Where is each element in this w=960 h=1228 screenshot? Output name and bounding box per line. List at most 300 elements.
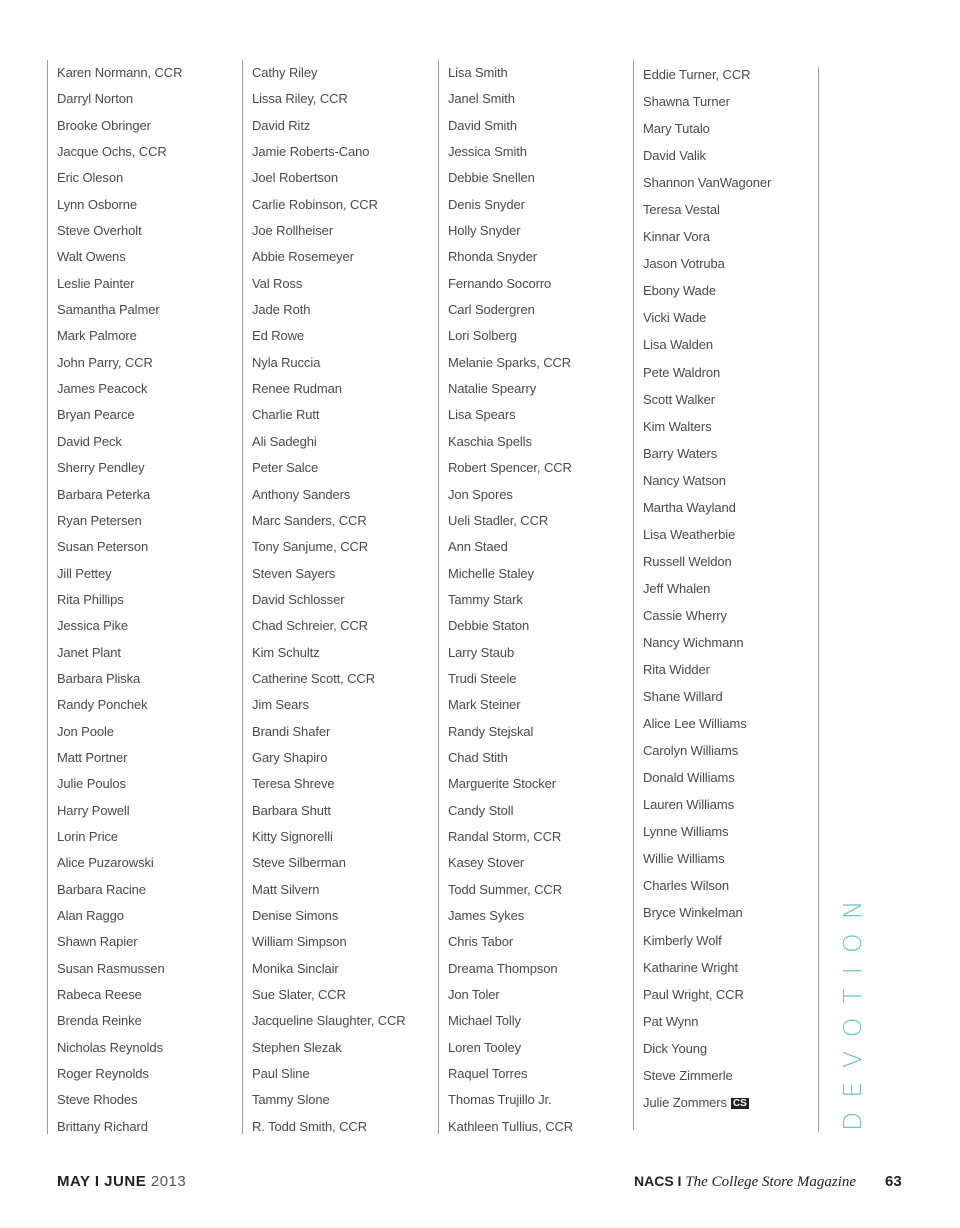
- issue-year: 2013: [150, 1173, 187, 1190]
- member-name-text: Randal Storm, CCR: [448, 828, 562, 844]
- member-name-text: Barbara Peterka: [57, 486, 151, 502]
- magazine-title: The College Store Magazine: [685, 1174, 857, 1190]
- member-name: [57, 1035, 182, 1061]
- member-name-text: Tammy Stark: [448, 591, 523, 607]
- member-name-text: Robert Spencer, CCR: [448, 460, 572, 476]
- member-name: [448, 1114, 573, 1140]
- member-name: [252, 323, 406, 349]
- member-name: [252, 350, 406, 376]
- member-name: [448, 1008, 573, 1034]
- member-name-text: Alice Lee Williams: [643, 716, 747, 732]
- member-name: [57, 587, 182, 613]
- member-name: [252, 1061, 406, 1087]
- member-name: [448, 482, 573, 508]
- member-name-text: Steve Rhodes: [57, 1092, 138, 1108]
- right-divider: [818, 67, 819, 1132]
- member-name-text: Peter Salce: [252, 460, 319, 476]
- member-name-text: Eddie Turner, CCR: [643, 67, 751, 82]
- member-name-text: Chad Schreier, CCR: [252, 618, 368, 634]
- member-name: [643, 413, 771, 440]
- member-name: [643, 845, 771, 872]
- member-name: [252, 561, 406, 587]
- member-name-text: Steve Silberman: [252, 855, 346, 871]
- member-name: [57, 903, 182, 929]
- issue-label: MAY I JUNE: [57, 1173, 147, 1190]
- member-name-text: Loren Tooley: [448, 1039, 522, 1055]
- member-name: [252, 429, 406, 455]
- member-name-text: Candy Stoll: [448, 802, 514, 818]
- member-name: [252, 613, 406, 639]
- cs-end-mark-icon: CS: [732, 1097, 747, 1109]
- member-name-text: Charles Wilson: [643, 878, 730, 894]
- section-title-vertical: DEVOTION: [838, 886, 867, 1131]
- member-name: [448, 956, 573, 982]
- org-label: NACS I: [634, 1173, 682, 1189]
- member-name: [57, 376, 182, 402]
- member-name: [643, 250, 771, 277]
- member-name: [643, 818, 771, 845]
- member-name-text: Nyla Ruccia: [252, 354, 321, 370]
- member-name: [252, 113, 406, 139]
- member-name: [448, 429, 573, 455]
- member-name: [252, 719, 406, 745]
- member-name-text: Brenda Reinke: [57, 1013, 142, 1029]
- member-name-text: Samantha Palmer: [57, 302, 160, 318]
- member-name-text: R. Todd Smith, CCR: [252, 1118, 367, 1134]
- member-name: [643, 88, 771, 115]
- member-name: [643, 981, 771, 1008]
- member-name-text: Rita Widder: [643, 662, 710, 678]
- member-name-text: Marguerite Stocker: [448, 776, 557, 792]
- member-name-text: Jon Spores: [448, 486, 513, 502]
- member-name-text: Lisa Weatherbie: [643, 526, 736, 542]
- member-name-text: Paul Sline: [252, 1066, 310, 1082]
- member-name-text: Chris Tabor: [448, 934, 514, 950]
- member-name: [643, 277, 771, 304]
- member-name: [57, 534, 182, 560]
- member-name: [643, 440, 771, 467]
- member-name-text: Russell Weldon: [643, 553, 732, 569]
- member-name: [252, 165, 406, 191]
- member-name-text: Steven Sayers: [252, 565, 336, 581]
- member-name: [448, 455, 573, 481]
- member-name: [57, 666, 182, 692]
- member-name-text: Kinnar Vora: [643, 229, 710, 245]
- member-name-text: Jeff Whalen: [643, 580, 711, 596]
- member-name: [643, 683, 771, 710]
- member-name-text: Matt Portner: [57, 749, 128, 765]
- member-name-text: Teresa Vestal: [643, 202, 720, 218]
- member-name-text: Shane Willard: [643, 689, 723, 705]
- member-name: [448, 139, 573, 165]
- member-name-text: Brooke Obringer: [57, 117, 151, 133]
- member-name-text: Bryan Pearce: [57, 407, 135, 423]
- member-name: [643, 548, 771, 575]
- member-name-text: Ali Sadeghi: [252, 433, 317, 449]
- member-name-text: Lisa Spears: [448, 407, 516, 423]
- member-name: [57, 561, 182, 587]
- member-name-text: Brittany Richard: [57, 1118, 148, 1134]
- member-name: [448, 745, 573, 771]
- member-name-text: Matt Silvern: [252, 881, 320, 897]
- member-name: [643, 142, 771, 169]
- member-name: [57, 165, 182, 191]
- member-name: [643, 359, 771, 386]
- member-name-text: Sue Slater, CCR: [252, 987, 346, 1003]
- member-name-text: Barbara Pliska: [57, 670, 141, 686]
- member-name: [57, 798, 182, 824]
- member-name: [448, 824, 573, 850]
- member-name: [57, 640, 182, 666]
- member-name-text: Lynne Williams: [643, 824, 729, 840]
- member-name: [57, 192, 182, 218]
- member-name: [57, 297, 182, 323]
- member-name: [252, 455, 406, 481]
- member-name: [448, 165, 573, 191]
- member-name-text: Thomas Trujillo Jr.: [448, 1092, 552, 1108]
- member-name-text: Holly Snyder: [448, 223, 521, 239]
- member-name-text: Jill Pettey: [57, 565, 112, 581]
- member-name: [252, 745, 406, 771]
- member-name: [643, 386, 771, 413]
- member-name: [252, 982, 406, 1008]
- member-name: [643, 927, 771, 954]
- member-name: [57, 982, 182, 1008]
- member-name-text: Catherine Scott, CCR: [252, 670, 375, 686]
- member-name-text: Mary Tutalo: [643, 121, 710, 137]
- member-name: [252, 1035, 406, 1061]
- member-name: [643, 1035, 771, 1062]
- member-name-text: Lisa Smith: [448, 65, 508, 80]
- member-name: [448, 877, 573, 903]
- member-name-text: Ueli Stadler, CCR: [448, 512, 549, 528]
- member-name: [252, 771, 406, 797]
- member-name: [643, 872, 771, 899]
- member-name-text: Ed Rowe: [252, 328, 305, 344]
- member-name-text: Lynn Osborne: [57, 196, 137, 212]
- member-name-text: Denis Snyder: [448, 196, 525, 212]
- member-name-text: Ann Staed: [448, 539, 508, 555]
- member-name-text: Karen Normann, CCR: [57, 65, 183, 80]
- name-column-4: [633, 60, 771, 1130]
- member-name-text: Shawna Turner: [643, 94, 730, 110]
- member-name: [448, 86, 573, 112]
- member-name-text: Joel Robertson: [252, 170, 339, 186]
- member-name: [252, 587, 406, 613]
- member-name-text: Willie Williams: [643, 851, 725, 867]
- member-name: [252, 534, 406, 560]
- member-name-text: Roger Reynolds: [57, 1066, 149, 1082]
- member-name-text: Lori Solberg: [448, 328, 517, 344]
- member-name-text: Nancy Watson: [643, 472, 726, 488]
- member-name-text: Jon Poole: [57, 723, 114, 739]
- member-name-text: Janel Smith: [448, 91, 515, 107]
- member-name: [448, 376, 573, 402]
- member-name: [252, 508, 406, 534]
- member-name: [252, 86, 406, 112]
- member-name-text: Charlie Rutt: [252, 407, 320, 423]
- member-name: [643, 629, 771, 656]
- member-name: [252, 666, 406, 692]
- member-name-text: Gary Shapiro: [252, 749, 328, 765]
- member-name: [57, 60, 182, 86]
- member-name-text: Jessica Pike: [57, 618, 129, 634]
- member-name: [643, 791, 771, 818]
- member-name-text: Teresa Shreve: [252, 776, 335, 792]
- member-name: [57, 218, 182, 244]
- member-name: [252, 376, 406, 402]
- member-name-text: Paul Wright, CCR: [643, 986, 744, 1002]
- member-name: [57, 113, 182, 139]
- member-name-text: Mark Palmore: [57, 328, 137, 344]
- member-name-text: Walt Owens: [57, 249, 126, 265]
- member-name-text: Michael Tolly: [448, 1013, 521, 1029]
- member-name-text: Dreama Thompson: [448, 960, 558, 976]
- member-name: [448, 798, 573, 824]
- member-name-text: Nancy Wichmann: [643, 634, 744, 650]
- member-name-text: Natalie Spearry: [448, 381, 537, 397]
- member-name: [448, 850, 573, 876]
- member-name: [643, 331, 771, 358]
- member-name: [448, 719, 573, 745]
- member-name: [57, 745, 182, 771]
- member-name-text: Chad Stith: [448, 749, 508, 765]
- member-name-text: Debbie Snellen: [448, 170, 535, 186]
- footer-publication: [634, 1173, 856, 1191]
- member-name: [252, 482, 406, 508]
- member-name-text: Kitty Signorelli: [252, 828, 333, 844]
- member-name: [448, 1087, 573, 1113]
- member-name: [57, 850, 182, 876]
- member-name-text: Shawn Rapier: [57, 934, 138, 950]
- member-name-text: Jamie Roberts-Cano: [252, 144, 370, 160]
- member-name: [57, 86, 182, 112]
- member-name-text: Ebony Wade: [643, 283, 716, 299]
- member-name-text: Pete Waldron: [643, 364, 721, 380]
- member-name: [252, 850, 406, 876]
- member-name-text: Jacque Ochs, CCR: [57, 144, 167, 160]
- member-name: [643, 954, 771, 981]
- member-name-text: Alice Puzarowski: [57, 855, 154, 871]
- member-name: [448, 113, 573, 139]
- footer-issue: [57, 1173, 186, 1190]
- member-name: [57, 1114, 182, 1140]
- member-name: [252, 1114, 406, 1140]
- member-name: [448, 60, 573, 86]
- member-name: [57, 877, 182, 903]
- member-name-text: Rabeca Reese: [57, 987, 142, 1003]
- member-name: [57, 824, 182, 850]
- member-name-text: Tammy Slone: [252, 1092, 330, 1108]
- member-name: [448, 350, 573, 376]
- member-name: [448, 271, 573, 297]
- member-name: [448, 508, 573, 534]
- member-name: [448, 561, 573, 587]
- member-name-text: Kimberly Wolf: [643, 932, 722, 948]
- member-name-text: Vicki Wade: [643, 310, 707, 326]
- member-name-text: Jessica Smith: [448, 144, 527, 160]
- page-number: 63: [885, 1173, 902, 1190]
- member-name: [57, 429, 182, 455]
- member-name: [57, 482, 182, 508]
- member-name-text: Kim Walters: [643, 418, 712, 434]
- member-name-text: Tony Sanjume, CCR: [252, 539, 369, 555]
- member-name: [252, 877, 406, 903]
- member-name: [643, 1089, 771, 1116]
- member-name: [643, 521, 771, 548]
- member-name-text: Martha Wayland: [643, 499, 736, 515]
- member-name-text: Susan Peterson: [57, 539, 149, 555]
- member-name: [643, 169, 771, 196]
- member-name: [252, 271, 406, 297]
- member-name-text: Susan Rasmussen: [57, 960, 165, 976]
- member-name-text: Marc Sanders, CCR: [252, 512, 367, 528]
- member-name: [448, 929, 573, 955]
- member-name: [643, 710, 771, 737]
- member-name-text: James Peacock: [57, 381, 148, 397]
- member-name-text: Pat Wynn: [643, 1013, 699, 1029]
- member-name: [57, 1087, 182, 1113]
- member-name-text: William Simpson: [252, 934, 347, 950]
- member-name-text: Abbie Rosemeyer: [252, 249, 354, 265]
- member-name: [448, 297, 573, 323]
- name-column-2: [242, 60, 406, 1134]
- member-name: [643, 467, 771, 494]
- member-name: [643, 899, 771, 926]
- member-name-text: Steve Overholt: [57, 223, 142, 239]
- member-name: [448, 982, 573, 1008]
- member-name-text: David Ritz: [252, 117, 311, 133]
- member-name-text: Jade Roth: [252, 302, 311, 318]
- member-name-text: Randy Stejskal: [448, 723, 534, 739]
- member-name-text: Joe Rollheiser: [252, 223, 333, 239]
- member-name: [643, 1062, 771, 1089]
- member-name-text: Katharine Wright: [643, 959, 738, 975]
- member-name-text: Val Ross: [252, 275, 303, 291]
- member-name: [252, 402, 406, 428]
- member-name-text: Barry Waters: [643, 445, 718, 461]
- member-name-text: Monika Sinclair: [252, 960, 339, 976]
- member-name-text: Julie Poulos: [57, 776, 126, 792]
- member-name: [643, 737, 771, 764]
- member-name: [643, 1008, 771, 1035]
- member-name-text: Jim Sears: [252, 697, 309, 713]
- member-name-text: Larry Staub: [448, 644, 515, 660]
- member-name: [448, 771, 573, 797]
- member-name: [57, 402, 182, 428]
- member-name-text: Barbara Shutt: [252, 802, 331, 818]
- member-name-text: Carlie Robinson, CCR: [252, 196, 378, 212]
- member-name-text: Eric Oleson: [57, 170, 124, 186]
- member-name: [252, 60, 406, 86]
- member-name-text: Donald Williams: [643, 770, 735, 786]
- member-name-text: Cathy Riley: [252, 65, 318, 80]
- member-name-text: David Smith: [448, 117, 517, 133]
- member-name-text: Kim Schultz: [252, 644, 320, 660]
- member-name-text: Jon Toler: [448, 987, 500, 1003]
- member-name-text: Darryl Norton: [57, 91, 133, 107]
- member-name: [448, 323, 573, 349]
- member-name: [57, 455, 182, 481]
- member-name: [57, 244, 182, 270]
- member-name: [643, 304, 771, 331]
- member-name: [448, 534, 573, 560]
- member-name-text: Todd Summer, CCR: [448, 881, 562, 897]
- member-name-text: Dick Young: [643, 1040, 708, 1056]
- member-name-text: Fernando Socorro: [448, 275, 552, 291]
- member-name: [252, 297, 406, 323]
- member-name: [252, 218, 406, 244]
- member-name-text: David Schlosser: [252, 591, 345, 607]
- member-name: [252, 192, 406, 218]
- member-name-text: John Parry, CCR: [57, 354, 153, 370]
- member-name: [643, 575, 771, 602]
- member-name: [57, 323, 182, 349]
- member-name-text: Shannon VanWagoner: [643, 175, 772, 191]
- member-name: [57, 1008, 182, 1034]
- member-name-text: Renee Rudman: [252, 381, 342, 397]
- member-name-text: Kasey Stover: [448, 855, 525, 871]
- member-name: [643, 61, 771, 88]
- member-name-text: Barbara Racine: [57, 881, 146, 897]
- member-name-text: Harry Powell: [57, 802, 130, 818]
- member-name: [57, 956, 182, 982]
- member-name-text: Lauren Williams: [643, 797, 734, 813]
- member-name-text: Lissa Riley, CCR: [252, 91, 348, 107]
- member-name-text: Debbie Staton: [448, 618, 530, 634]
- member-name: [448, 192, 573, 218]
- member-name: [252, 929, 406, 955]
- member-name: [448, 402, 573, 428]
- member-name: [252, 1008, 406, 1034]
- member-name: [252, 824, 406, 850]
- member-name-text: Michelle Staley: [448, 565, 534, 581]
- member-name-text: Lisa Walden: [643, 337, 713, 353]
- name-column-1: [47, 60, 182, 1134]
- member-name: [57, 929, 182, 955]
- member-name: [57, 271, 182, 297]
- member-name: [448, 613, 573, 639]
- member-name-text: Kaschia Spells: [448, 433, 532, 449]
- member-name: [57, 508, 182, 534]
- member-name: [252, 1087, 406, 1113]
- member-name-text: Leslie Painter: [57, 275, 135, 291]
- member-name-text: Cassie Wherry: [643, 607, 727, 623]
- member-name: [448, 692, 573, 718]
- member-name-text: David Valik: [643, 148, 706, 164]
- member-name: [643, 602, 771, 629]
- member-name-text: Mark Steiner: [448, 697, 521, 713]
- member-name: [643, 115, 771, 142]
- member-name: [643, 196, 771, 223]
- member-name-text: Lorin Price: [57, 828, 119, 844]
- member-name: [448, 640, 573, 666]
- name-column-3: [438, 60, 573, 1134]
- member-name-text: David Peck: [57, 433, 122, 449]
- member-name: [252, 798, 406, 824]
- member-name-text: Ryan Petersen: [57, 512, 142, 528]
- member-name-text: Rita Phillips: [57, 591, 124, 607]
- member-name-text: Denise Simons: [252, 908, 339, 923]
- member-name-text: Randy Ponchek: [57, 697, 148, 713]
- member-name-text: Janet Plant: [57, 644, 121, 660]
- member-name-text: Carl Sodergren: [448, 302, 535, 318]
- member-name-text: Raquel Torres: [448, 1066, 528, 1082]
- member-name: [448, 1061, 573, 1087]
- member-name: [643, 494, 771, 521]
- member-name: [448, 218, 573, 244]
- member-name-text: Trudi Steele: [448, 670, 517, 686]
